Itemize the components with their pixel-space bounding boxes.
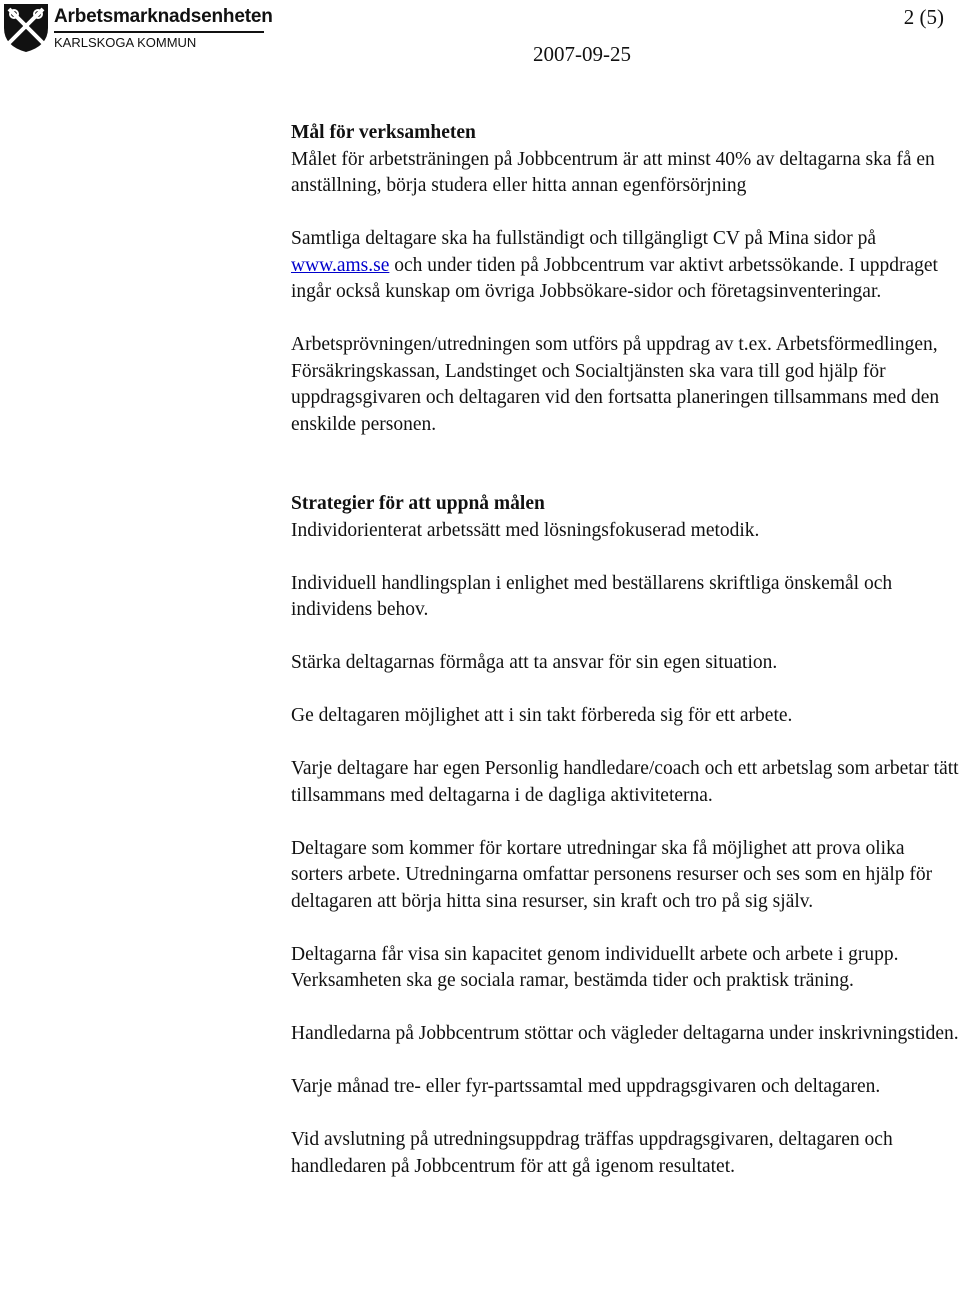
strategies-paragraph-9: Varje månad tre- eller fyr-partssamtal med uppdragsgivaren och deltagaren. (291, 1076, 881, 1097)
goals-paragraph-2-text-after: och under tiden på Jobbcentrum var aktivt arbetssökande. I uppdraget ingår också kunskap om övriga Jobbsökare-sidor och företagsinventeringar. (291, 254, 938, 302)
goals-paragraph-2 (291, 226, 960, 306)
strategies-paragraph-5: Varje deltagare har egen Personlig handledare/coach och ett arbetslag som arbetar tätt tillsammans med deltagarna i de dagliga aktiviteterna. (291, 758, 959, 806)
strategies-paragraph-10: Vid avslutning på utredningsuppdrag träffas uppdragsgivaren, deltagaren och handledaren på Jobbcentrum för att gå igenom resultatet. (291, 1129, 893, 1177)
section-spacer (291, 465, 960, 492)
goals-paragraph-3: Arbetsprövningen/utredningen som utförs på uppdrag av t.ex. Arbetsförmedlingen, Försäkringskassan, Landstinget och Socialtjänsten ska vara till god hjälp för uppdragsgivaren och deltagaren vid den fortsatta planeringen tillsammans med den enskilde personen. (291, 334, 940, 435)
coat-of-arms-icon (2, 2, 50, 54)
logo-org: KARLSKOGA KOMMUN (54, 35, 197, 50)
strategies-paragraph-2: Individuell handlingsplan i enlighet med beställarens skriftliga önskemål och individens behov. (291, 572, 893, 620)
document-date: 2007-09-25 (533, 42, 631, 66)
strategies-paragraph-4: Ge deltagaren möjlighet att i sin takt förbereda sig för ett arbete. (291, 705, 793, 726)
strategies-heading: Strategier för att uppnå målen (291, 493, 545, 514)
page-number: 2 (5) (903, 5, 944, 29)
goals-heading: Mål för verksamheten (291, 122, 476, 143)
page-header (0, 0, 960, 110)
strategies-paragraph-1: Individorienterat arbetssätt med lösningsfokuserad metodik. (291, 519, 760, 541)
goals-paragraph-1: Målet för arbetsträningen på Jobbcentrum är att minst 40% av deltagarna ska få en anställning, börja studera eller hitta annan egenförsörjning (291, 148, 935, 196)
logo (2, 2, 273, 54)
ams-link[interactable]: www.ams.se (291, 254, 390, 276)
logo-name: Arbetsmarknadsenheten (54, 6, 273, 27)
strategies-paragraph-3: Stärka deltagarnas förmåga att ta ansvar för sin egen situation. (291, 652, 778, 673)
strategies-paragraph-8: Handledarna på Jobbcentrum stöttar och vägleder deltagarna under inskrivningstiden. (291, 1023, 959, 1044)
goals-section (291, 120, 960, 200)
strategies-paragraph-6: Deltagare som kommer för kortare utredningar ska få möjlighet att prova olika sorters arbete. Utredningarna omfattar personens resurser och ses som en hjälp för deltagaren att börja hitta sina resurser, sin kraft och tro på sig själv. (291, 837, 933, 912)
logo-rule (54, 31, 264, 33)
document-body (291, 120, 960, 1207)
strategies-paragraph-7: Deltagarna får visa sin kapacitet genom individuellt arbete och arbete i grupp. Verksamheten ska ge sociala ramar, bestämda tider och praktisk träning. (291, 943, 899, 991)
strategies-section (291, 491, 960, 544)
goals-paragraph-2-text-before: Samtliga deltagare ska ha fullständigt och tillgängligt CV på Mina sidor på (291, 228, 877, 249)
